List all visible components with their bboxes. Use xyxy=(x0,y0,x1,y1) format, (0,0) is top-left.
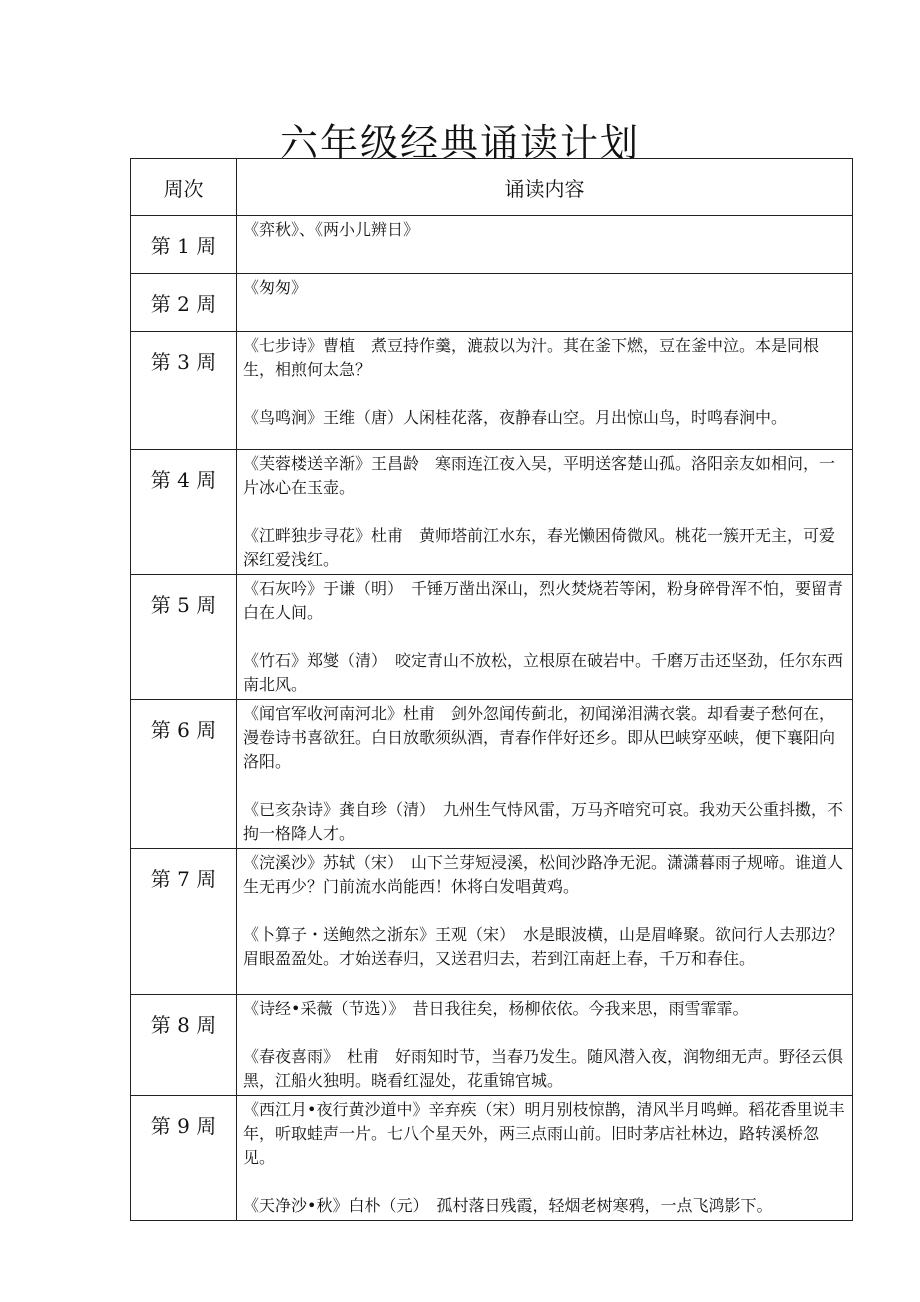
content-cell xyxy=(237,216,853,274)
content-cell xyxy=(237,450,853,575)
poem-text: 《已亥杂诗》龚自珍（清） 九州生气恃风雷，万马齐喑究可哀。我劝天公重抖擞，不拘一格降人才。 xyxy=(243,800,844,843)
poem-text: 《西江月•夜行黄沙道中》辛弃疾（宋）明月别枝惊鹊，清风半月鸣蝉。稻花香里说丰年，听取蛙声一片。七八个星天外，两三点雨山前。旧时茅店社林边，路转溪桥忽见。 xyxy=(243,1100,845,1167)
week-cell: 第 6 周 xyxy=(131,700,237,849)
table-row xyxy=(131,700,853,849)
poem-text: 《弈秋》、《两小儿辨日》 xyxy=(243,220,420,239)
week-cell: 第 2 周 xyxy=(131,274,237,332)
poem-text: 《江畔独步寻花》杜甫 黄师塔前江水东，春光懒困倚微风。桃花一簇开无主，可爱深红爱浅红。 xyxy=(243,526,836,569)
table-row xyxy=(131,849,853,995)
table-row xyxy=(131,575,853,700)
week-cell: 第 9 周 xyxy=(131,1096,237,1221)
week-cell: 第 5 周 xyxy=(131,575,237,700)
poem-text: 《浣溪沙》苏轼（宋） 山下兰芽短浸溪，松间沙路净无泥。潇潇暮雨子规啼。谁道人生无再少？门前流水尚能西！休将白发唱黄鸡。 xyxy=(243,853,844,896)
poem-text: 《芙蓉楼送辛渐》王昌龄 寒雨连江夜入吴，平明送客楚山孤。洛阳亲友如相问，一片冰心在玉壶。 xyxy=(243,454,836,497)
table-row xyxy=(131,332,853,450)
content-cell xyxy=(237,332,853,450)
table-row xyxy=(131,1096,853,1221)
poem-text: 《匆匆》 xyxy=(243,278,308,297)
week-cell: 第 8 周 xyxy=(131,995,237,1096)
poem-text: 《诗经•采薇（节选）》 昔日我往矣，杨柳依依。今我来思，雨雪霏霏。 xyxy=(243,999,749,1018)
week-cell: 第 4 周 xyxy=(131,450,237,575)
poem-text: 《天净沙•秋》白朴（元） 孤村落日残霞，轻烟老树寒鸦，一点飞鸿影下。 xyxy=(243,1196,773,1215)
table-row xyxy=(131,995,853,1096)
poem-text: 《卜算子・送鲍然之浙东》王观（宋） 水是眼波横，山是眉峰聚。欲问行人去那边？眉眼盈盈处。才始送春归，又送君归去，若到江南赶上春，千万和春住。 xyxy=(243,925,844,968)
header-week: 周次 xyxy=(131,159,237,216)
table-row xyxy=(131,274,853,332)
header-content: 诵读内容 xyxy=(237,159,853,216)
table-row xyxy=(131,216,853,274)
poem-text: 《闻官军收河南河北》杜甫 剑外忽闻传蓟北，初闻涕泪满衣裳。却看妻子愁何在，漫卷诗书喜欲狂。白日放歌须纵酒，青春作伴好还乡。即从巴峡穿巫峡，便下襄阳向洛阳。 xyxy=(243,704,836,771)
poem-text: 《春夜喜雨》 杜甫 好雨知时节，当春乃发生。随风潜入夜，润物细无声。野径云俱黑，江船火独明。晓看红湿处，花重锦官城。 xyxy=(243,1047,844,1090)
reading-plan-table xyxy=(130,158,853,1221)
poem-text: 《竹石》郑燮（清） 咬定青山不放松，立根原在破岩中。千磨万击还坚劲，任尔东西南北风。 xyxy=(243,651,844,694)
week-cell: 第 1 周 xyxy=(131,216,237,274)
content-cell xyxy=(237,849,853,995)
content-cell xyxy=(237,274,853,332)
poem-text: 《石灰吟》于谦（明） 千锤万凿出深山，烈火焚烧若等闲，粉身碎骨浑不怕，要留青白在人间。 xyxy=(243,579,844,622)
content-cell xyxy=(237,575,853,700)
week-cell: 第 7 周 xyxy=(131,849,237,995)
poem-text: 《鸟鸣涧》王维（唐）人闲桂花落，夜静春山空。月出惊山鸟，时鸣春涧中。 xyxy=(243,408,788,427)
content-cell xyxy=(237,700,853,849)
week-cell: 第 3 周 xyxy=(131,332,237,450)
content-cell xyxy=(237,1096,853,1221)
poem-text: 《七步诗》曹植 煮豆持作羹，漉菽以为汁。萁在釜下燃，豆在釜中泣。本是同根生，相煎何太急？ xyxy=(243,336,820,379)
table-header-row xyxy=(131,159,853,216)
table-row xyxy=(131,450,853,575)
content-cell xyxy=(237,995,853,1096)
page-title: 六年级经典诵读计划 xyxy=(279,121,640,165)
